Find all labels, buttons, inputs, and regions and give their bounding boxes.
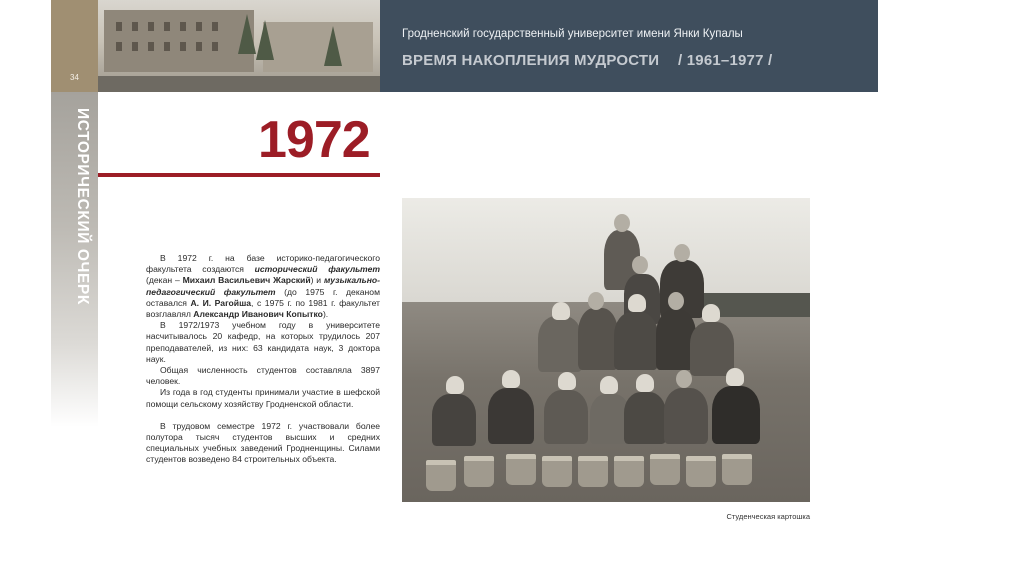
page-number-strip — [51, 0, 98, 92]
university-name: Гродненский государственный университет имени Янки Купалы — [402, 28, 743, 40]
window-shape — [116, 22, 122, 31]
paragraph: В 1972/1973 учебном году в университете насчитывалось 20 кафедр, на которых трудилось 207 преподавателей, из них: 63 кандидата наук, 3 доктора наук. — [146, 320, 380, 364]
era-years: / 1961–1977 / — [678, 52, 773, 69]
person-figure — [538, 316, 582, 372]
person-head — [668, 292, 684, 310]
person-head — [636, 374, 654, 392]
basket-shape — [426, 460, 456, 491]
person-figure — [578, 308, 618, 370]
window-shape — [196, 42, 202, 51]
window-shape — [196, 22, 202, 31]
paragraph: В трудовом семестре 1972 г. участвовали более полутора тысяч студентов высших и средних специальных учебных заведений Гродненщины. Силами студентов возведено 84 строительных объекта. — [146, 420, 380, 465]
person-figure — [624, 392, 666, 444]
person-figure — [614, 312, 658, 370]
ground-shape — [98, 76, 380, 92]
person-head — [558, 372, 576, 390]
person-figure — [432, 394, 476, 446]
tree-shape — [238, 14, 256, 54]
person-head — [702, 304, 720, 322]
person-figure — [544, 390, 588, 444]
photo-caption: Студенческая картошка — [726, 512, 810, 521]
building-shape — [263, 22, 373, 72]
year-underline — [98, 173, 380, 177]
window-shape — [148, 22, 154, 31]
person-head — [502, 370, 520, 388]
person-figure — [664, 388, 708, 444]
person-head — [676, 370, 692, 388]
tree-shape — [324, 26, 342, 66]
person-figure — [712, 386, 760, 444]
window-shape — [132, 42, 138, 51]
paragraph: Общая численность студентов составляла 3897 человек. — [146, 365, 380, 387]
window-shape — [212, 42, 218, 51]
person-name: Александр Иванович Копытко — [193, 309, 323, 320]
person-head — [674, 244, 690, 262]
building-shape — [104, 10, 254, 72]
era-title-text: ВРЕМЯ НАКОПЛЕНИЯ МУДРОСТИ — [402, 52, 660, 69]
window-shape — [116, 42, 122, 51]
basket-shape — [686, 456, 716, 487]
window-shape — [180, 42, 186, 51]
person-figure — [488, 388, 534, 444]
window-shape — [180, 22, 186, 31]
basket-shape — [542, 456, 572, 487]
basket-shape — [722, 454, 752, 485]
window-shape — [164, 22, 170, 31]
header-campus-photo — [98, 0, 380, 92]
header-band — [380, 0, 878, 92]
window-shape — [148, 42, 154, 51]
basket-shape — [578, 456, 608, 487]
basket-shape — [614, 456, 644, 487]
person-head — [600, 376, 618, 394]
window-shape — [132, 22, 138, 31]
body-text — [146, 253, 380, 466]
person-head — [628, 294, 646, 312]
era-title — [402, 52, 772, 69]
year-heading: 1972 — [258, 111, 370, 169]
window-shape — [212, 22, 218, 31]
page-number: 34 — [70, 73, 79, 82]
section-vertical-title: ИСТОРИЧЕСКИЙ ОЧЕРК — [74, 108, 91, 305]
window-shape — [164, 42, 170, 51]
person-head — [632, 256, 648, 274]
paragraph: В 1972 г. на базе историко-педагогического факультета создаются исторический факультет (декан – Михаил Васильевич Жарский) и музыкально-педагогический факультет (до 1975 г. деканом оставался А. И. Рагойша, с 1975 г. по 1981 г. факультет возглавлял Александр Иванович Копытко). — [146, 253, 380, 320]
person-head — [614, 214, 630, 232]
archival-photo — [402, 198, 810, 502]
faculty-name: музыкально-педагогический факультет — [146, 275, 380, 297]
basket-shape — [464, 456, 494, 487]
person-name: Михаил Васильевич Жарский — [182, 275, 311, 286]
person-head — [446, 376, 464, 394]
basket-shape — [506, 454, 536, 485]
faculty-name: исторический факультет — [254, 264, 380, 275]
person-head — [588, 292, 604, 310]
person-figure — [690, 322, 734, 376]
basket-shape — [650, 454, 680, 485]
section-strip — [51, 92, 98, 427]
person-head — [726, 368, 744, 386]
tree-shape — [256, 20, 274, 60]
person-head — [552, 302, 570, 320]
paragraph: Из года в год студенты принимали участие в шефской помощи сельскому хозяйству Гродненской области. — [146, 387, 380, 409]
person-name: А. И. Рагойша — [190, 297, 252, 308]
